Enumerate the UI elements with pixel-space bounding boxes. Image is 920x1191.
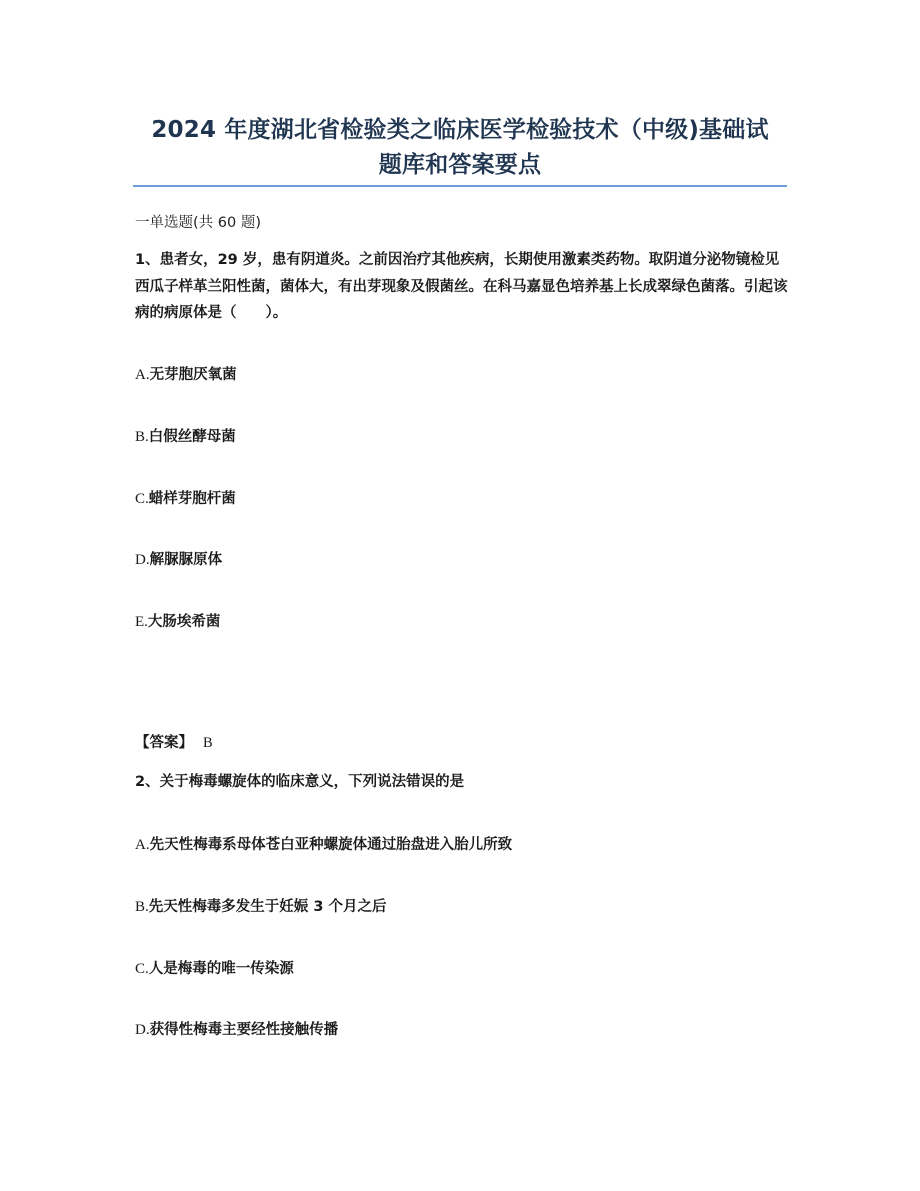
question-1-answer [135,733,213,753]
option-letter: C. [135,961,149,977]
title-line-2: 题库和答案要点 [378,152,542,178]
title-line-1: 2024 年度湖北省检验类之临床医学检验技术（中级)基础试 [151,117,769,143]
question-2-option-a [135,835,512,855]
section-heading: 一单选题(共 60 题) [135,215,261,231]
option-letter: C. [135,491,149,507]
question-2-option-c [135,959,294,979]
option-text: 蜡样芽胞杆菌 [148,491,236,507]
option-letter: A. [135,837,150,853]
option-text: 人是梅毒的唯一传染源 [148,961,294,977]
option-letter: E. [135,614,148,630]
option-letter: A. [135,367,150,383]
question-2-option-d [135,1020,338,1040]
question-2-text: 2、关于梅毒螺旋体的临床意义，下列说法错误的是 [135,774,465,790]
question-1-option-b [135,427,236,447]
option-letter: B. [135,429,149,445]
option-text: 解脲脲原体 [149,552,223,568]
option-letter: D. [135,1022,150,1038]
answer-value: B [203,735,213,751]
option-letter: B. [135,899,149,915]
question-1-option-a [135,365,237,385]
document-title [133,113,787,183]
option-letter: D. [135,552,150,568]
question-2-option-b [135,897,386,917]
option-text: 获得性梅毒主要经性接触传播 [149,1022,339,1038]
question-1-option-d [135,550,222,570]
question-1-option-c [135,489,236,509]
option-text: 大肠埃希菌 [147,614,221,630]
option-text: 无芽胞厌氧菌 [149,367,237,383]
option-text: 先天性梅毒多发生于妊娠 3 个月之后 [148,899,387,915]
option-text: 先天性梅毒系母体苍白亚种螺旋体通过胎盘进入胎儿所致 [149,837,513,853]
answer-label: 【答案】 [135,735,193,751]
title-divider [133,185,787,187]
question-1-option-e [135,612,220,632]
option-text: 白假丝酵母菌 [148,429,236,445]
question-1-text: 1、患者女，29 岁，患有阴道炎。之前因治疗其他疾病，长期使用激素类药物。取阴道分泌物镜检见西瓜子样革兰阳性菌，菌体大，有出芽现象及假菌丝。在科马嘉显色培养基上长成翠绿色菌落。引起该病的病原体是（ ）。 [135,252,788,321]
